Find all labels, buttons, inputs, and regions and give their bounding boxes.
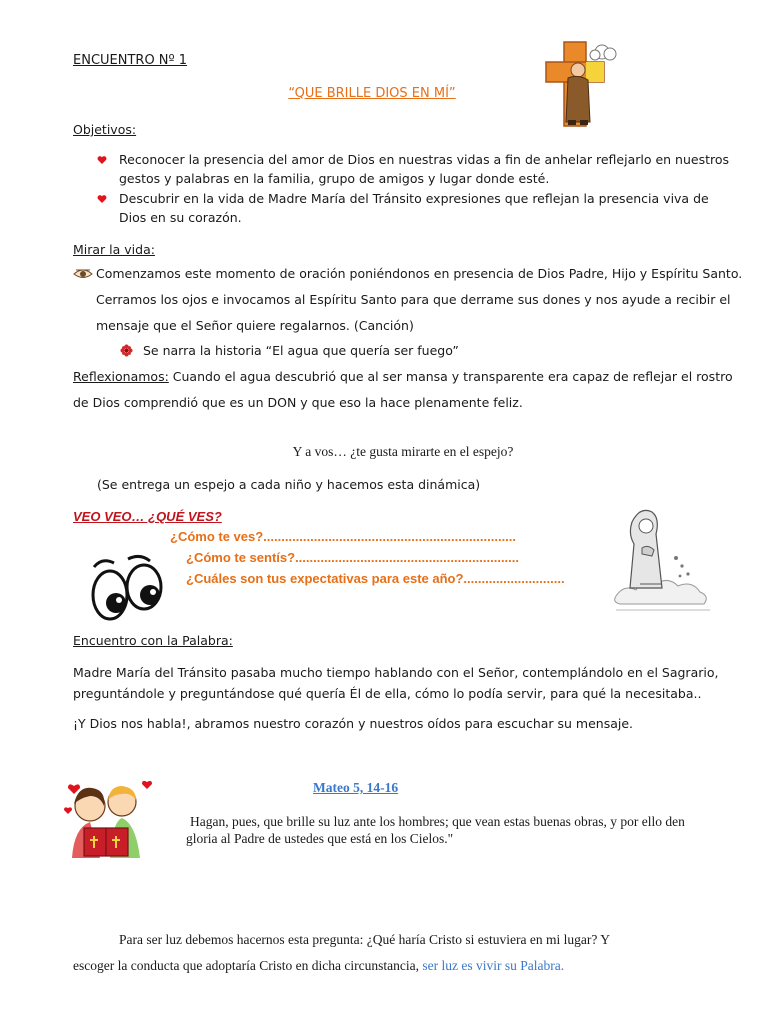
veo-question-2: ¿Cómo te sentís?.............................................................. [186,550,519,565]
objetivo-2-line-2: Dios en su corazón. [119,210,242,225]
historia-text: Se narra la historia “El agua que quería ser fuego” [143,343,459,358]
eye-icon [73,268,93,280]
encuentro-heading: ENCUENTRO Nº 1 [73,53,188,68]
veo-question-3: ¿Cuáles son tus expectativas para este año?............................ [186,571,565,586]
veo-veo-title: VEO VEO… ¿QUÉ VES? [73,509,222,524]
objetivo-2-line-1: Descubrir en la vida de Madre María del Tránsito expresiones que reflejan la presencia viva de [119,191,709,206]
heart-bullet-icon [97,194,107,204]
page-title: “QUE BRILLE DIOS EN MÍ” [288,86,456,101]
children-bible-illustration [60,778,154,860]
palabra-line-2: preguntándole y preguntándose qué quería Él de ella, cómo lo podía servir, para qué la necesitaba.. [73,686,702,701]
objetivo-1-line-1: Reconocer la presencia del amor de Dios en nuestras vidas a fin de anhelar reflejarlo en nuestros [119,152,730,167]
reflexion-text: Cuando el agua descubrió que al ser mansa y transparente era capaz de reflejar el rostro [168,369,733,384]
cross-saint-illustration [540,38,620,130]
final-line-1: Para ser luz debemos hacernos esta pregunta: ¿Qué haría Cristo si estuviera en mi lugar? Y [119,932,610,947]
palabra-line-1: Madre María del Tránsito pasaba mucho tiempo hablando con el Señor, contemplándolo en el Sagrario, [73,665,719,680]
palabra-invitation: ¡Y Dios nos habla!, abramos nuestro corazón y nuestros oídos para escuchar su mensaje. [73,716,634,731]
objetivo-1-line-2: gestos y palabras en la familia, grupo de amigos y lugar donde esté. [119,171,550,186]
heart-bullet-icon [97,155,107,165]
mirar-line-2: Cerramos los ojos e invocamos al Espíritu Santo para que derrame sus dones y nos ayude a recibir el [96,292,731,307]
mirar-label: Mirar la vida: [73,242,155,257]
final-text: escoger la conducta que adoptaría Cristo en dicha circunstancia, [73,958,423,973]
reflexion-line-1 [73,369,733,384]
palabra-label: Encuentro con la Palabra: [73,633,233,648]
praying-woman-illustration [612,504,712,614]
final-highlight: ser luz es vivir su Palabra. [422,958,565,973]
mateo-reference: Mateo 5, 14-16 [313,780,399,795]
espejo-question: Y a vos… ¿te gusta mirarte en el espejo? [292,444,514,459]
espejo-note: (Se entrega un espejo a cada niño y hacemos esta dinámica) [97,477,481,492]
mirar-line-1: Comenzamos este momento de oración poniéndonos en presencia de Dios Padre, Hijo y Espíritu Santo. [96,266,743,281]
mateo-verse-line-1: Hagan, pues, que brille su luz ante los hombres; que vean estas buenas obras, y por ello den [190,814,685,829]
flower-bullet-icon [120,344,133,357]
cartoon-eyes-illustration [88,553,170,625]
reflexion-line-2: de Dios comprendió que es un DON y que eso la hace plenamente feliz. [73,395,523,410]
veo-question-1: ¿Cómo te ves?...................................................................... [170,529,517,544]
reflexion-label: Reflexionamos: [73,369,169,384]
mateo-verse-line-2: gloria al Padre de ustedes que está en los Cielos." [186,831,454,846]
objetivos-label: Objetivos: [73,122,137,137]
mirar-line-3: mensaje que el Señor quiere regalarnos. (Canción) [96,318,414,333]
final-line-2 [73,958,564,974]
